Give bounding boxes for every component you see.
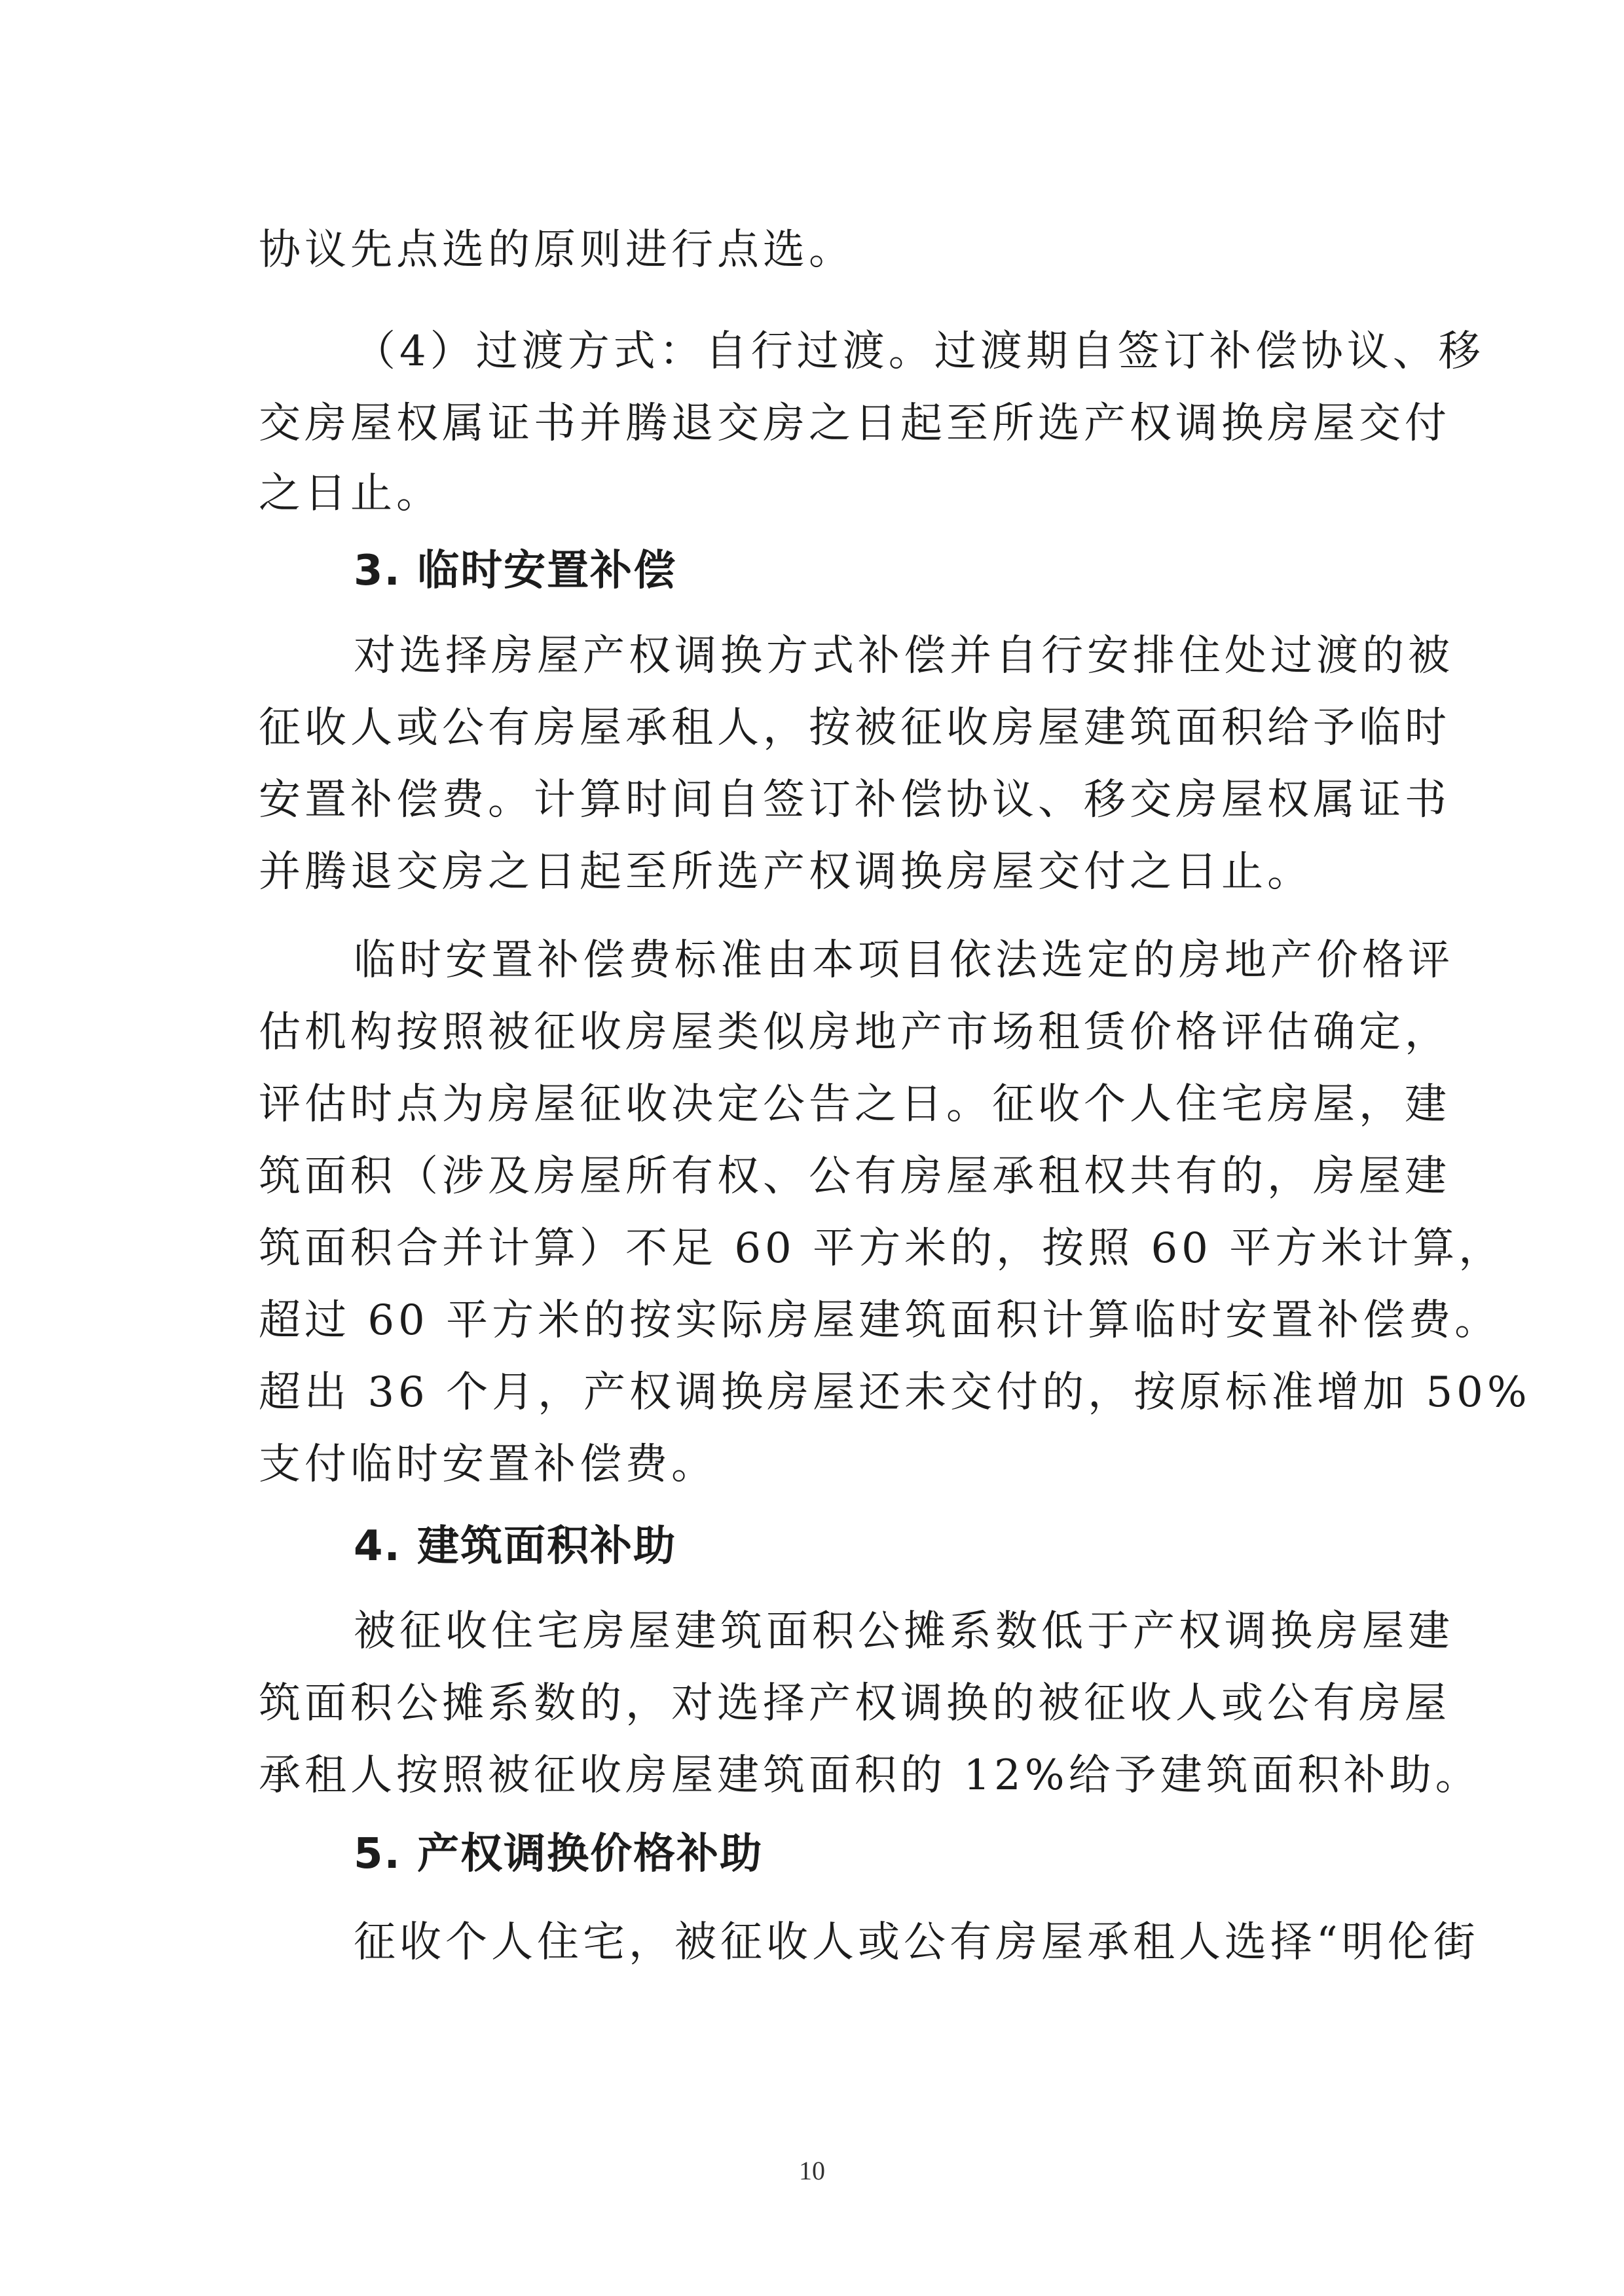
- paragraph-line: 筑面积（涉及房屋所有权、公有房屋承租权共有的，房屋建: [259, 1152, 1450, 1201]
- paragraph-line: 对选择房屋产权调换方式补偿并自行安排住处过渡的被: [354, 632, 1454, 680]
- section-heading: 5. 产权调换价格补助: [354, 1830, 764, 1878]
- paragraph-line: 安置补偿费。计算时间自签订补偿协议、移交房屋权属证书: [259, 776, 1450, 824]
- paragraph-line: 筑面积公摊系数的，对选择产权调换的被征收人或公有房屋: [259, 1679, 1450, 1728]
- paragraph-line: 评估时点为房屋征收决定公告之日。征收个人住宅房屋，建: [259, 1080, 1450, 1129]
- section-heading: 4. 建筑面积补助: [354, 1522, 677, 1571]
- paragraph-line: 超出 36 个月，产权调换房屋还未交付的，按原标准增加 50%: [259, 1368, 1531, 1417]
- paragraph-line: 并腾退交房之日起至所选产权调换房屋交付之日止。: [259, 848, 1313, 896]
- paragraph-line: 临时安置补偿费标准由本项目依法选定的房地产价格评: [354, 936, 1454, 985]
- page-number: 10: [799, 2156, 825, 2185]
- paragraph-line: 之日止。: [259, 469, 442, 518]
- section-heading: 3. 临时安置补偿: [354, 547, 677, 595]
- paragraph-line: 承租人按照被征收房屋建筑面积的 12%给予建筑面积补助。: [259, 1751, 1481, 1800]
- paragraph-line: 估机构按照被征收房屋类似房地产市场租赁价格评估确定，: [259, 1008, 1450, 1057]
- paragraph-line: 支付临时安置补偿费。: [259, 1440, 717, 1489]
- paragraph-line: 筑面积合并计算）不足 60 平方米的，按照 60 平方米计算，: [259, 1224, 1505, 1273]
- paragraph-line: 被征收住宅房屋建筑面积公摊系数低于产权调换房屋建: [354, 1607, 1454, 1656]
- paragraph-line: （4）过渡方式：自行过渡。过渡期自签订补偿协议、移: [354, 327, 1485, 376]
- paragraph-line: 征收个人住宅，被征收人或公有房屋承租人选择“明伦街: [354, 1918, 1479, 1967]
- paragraph-line: 交房屋权属证书并腾退交房之日起至所选产权调换房屋交付: [259, 399, 1450, 448]
- paragraph-line: 征收人或公有房屋承租人，按被征收房屋建筑面积给予临时: [259, 704, 1450, 752]
- paragraph-line: 超过 60 平方米的按实际房屋建筑面积计算临时安置补偿费。: [259, 1296, 1501, 1345]
- paragraph-line: 协议先点选的原则进行点选。: [259, 226, 855, 274]
